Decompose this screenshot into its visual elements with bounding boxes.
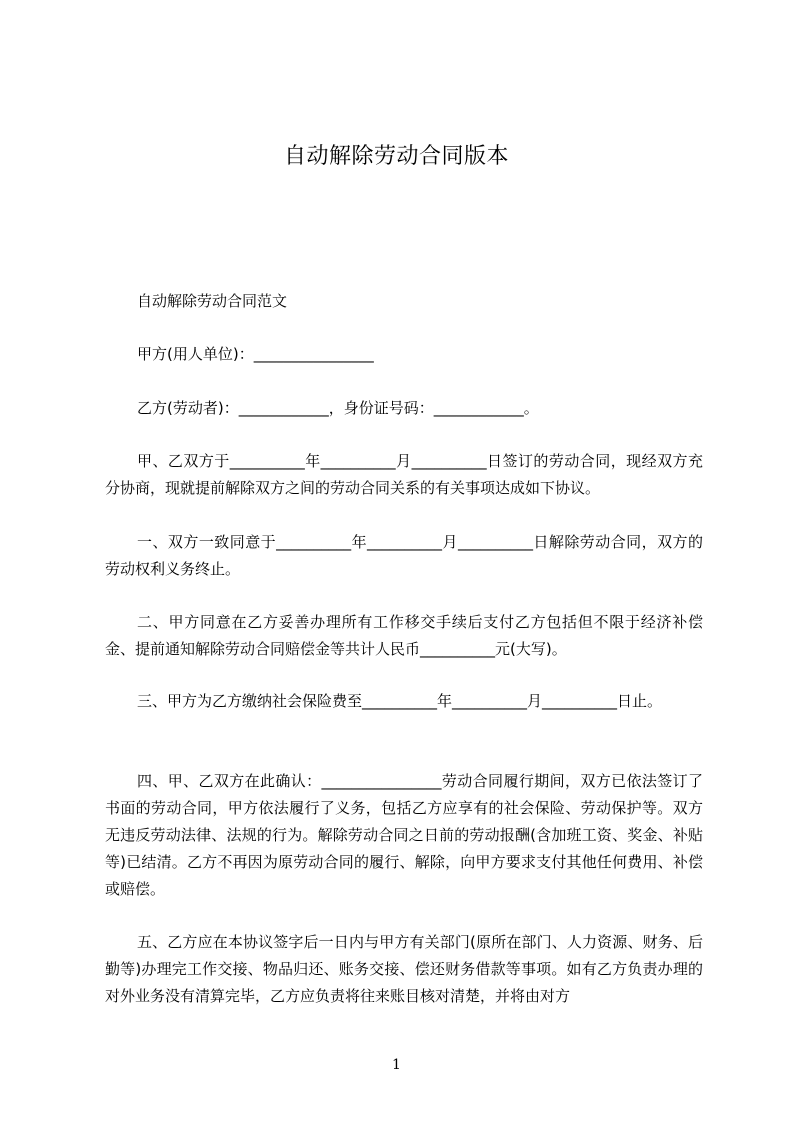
paragraph-clause-4: 四、甲、乙双方在此确认：________________劳动合同履行期间，双方已依法签订了书面的劳动合同，甲方依法履行了义务，包括乙方应享有的社会保险、劳动保护等。双方无违反劳动法律、法规的行为。解除劳动合同之日前的劳动报酬(含加班工资、奖金、补贴等)已结清。乙方不再因为原劳动合同的履行、解除，向甲方要求支付其他任何费用、补偿或赔偿。 bbox=[105, 772, 703, 898]
paragraph-clause-1: 一、双方一致同意于__________年__________月__________日解除劳动合同，双方的劳动权利义务终止。 bbox=[105, 533, 703, 578]
page-number: 1 bbox=[392, 1057, 401, 1073]
paragraph-clause-3: 三、甲方为乙方缴纳社会保险费至__________年__________月__________日止。 bbox=[137, 692, 663, 710]
paragraph-intro: 甲、乙双方于__________年__________月__________日签订的劳动合同，现经双方充分协商，现就提前解除双方之间的劳动合同关系的有关事项达成如下协议。 bbox=[105, 452, 703, 497]
party-b-line: 乙方(劳动者)：____________，身份证号码：____________。 bbox=[137, 399, 539, 417]
paragraph-clause-5: 五、乙方应在本协议签字后一日内与甲方有关部门(原所在部门、人力资源、财务、后勤等)办理完工作交接、物品归还、账务交接、偿还财务借款等事项。如有乙方负责办理的对外业务没有清算完毕，乙方应负责将往来账目核对清楚，并将由对方 bbox=[105, 933, 703, 1005]
paragraph-clause-2: 二、甲方同意在乙方妥善办理所有工作移交手续后支付乙方包括但不限于经济补偿金、提前通知解除劳动合同赔偿金等共计人民币__________元(大写)。 bbox=[105, 613, 703, 658]
page-title: 自动解除劳动合同版本 bbox=[283, 144, 509, 169]
subtitle: 自动解除劳动合同范文 bbox=[137, 292, 288, 310]
party-a-line: 甲方(用人单位)：________________ bbox=[137, 345, 374, 363]
